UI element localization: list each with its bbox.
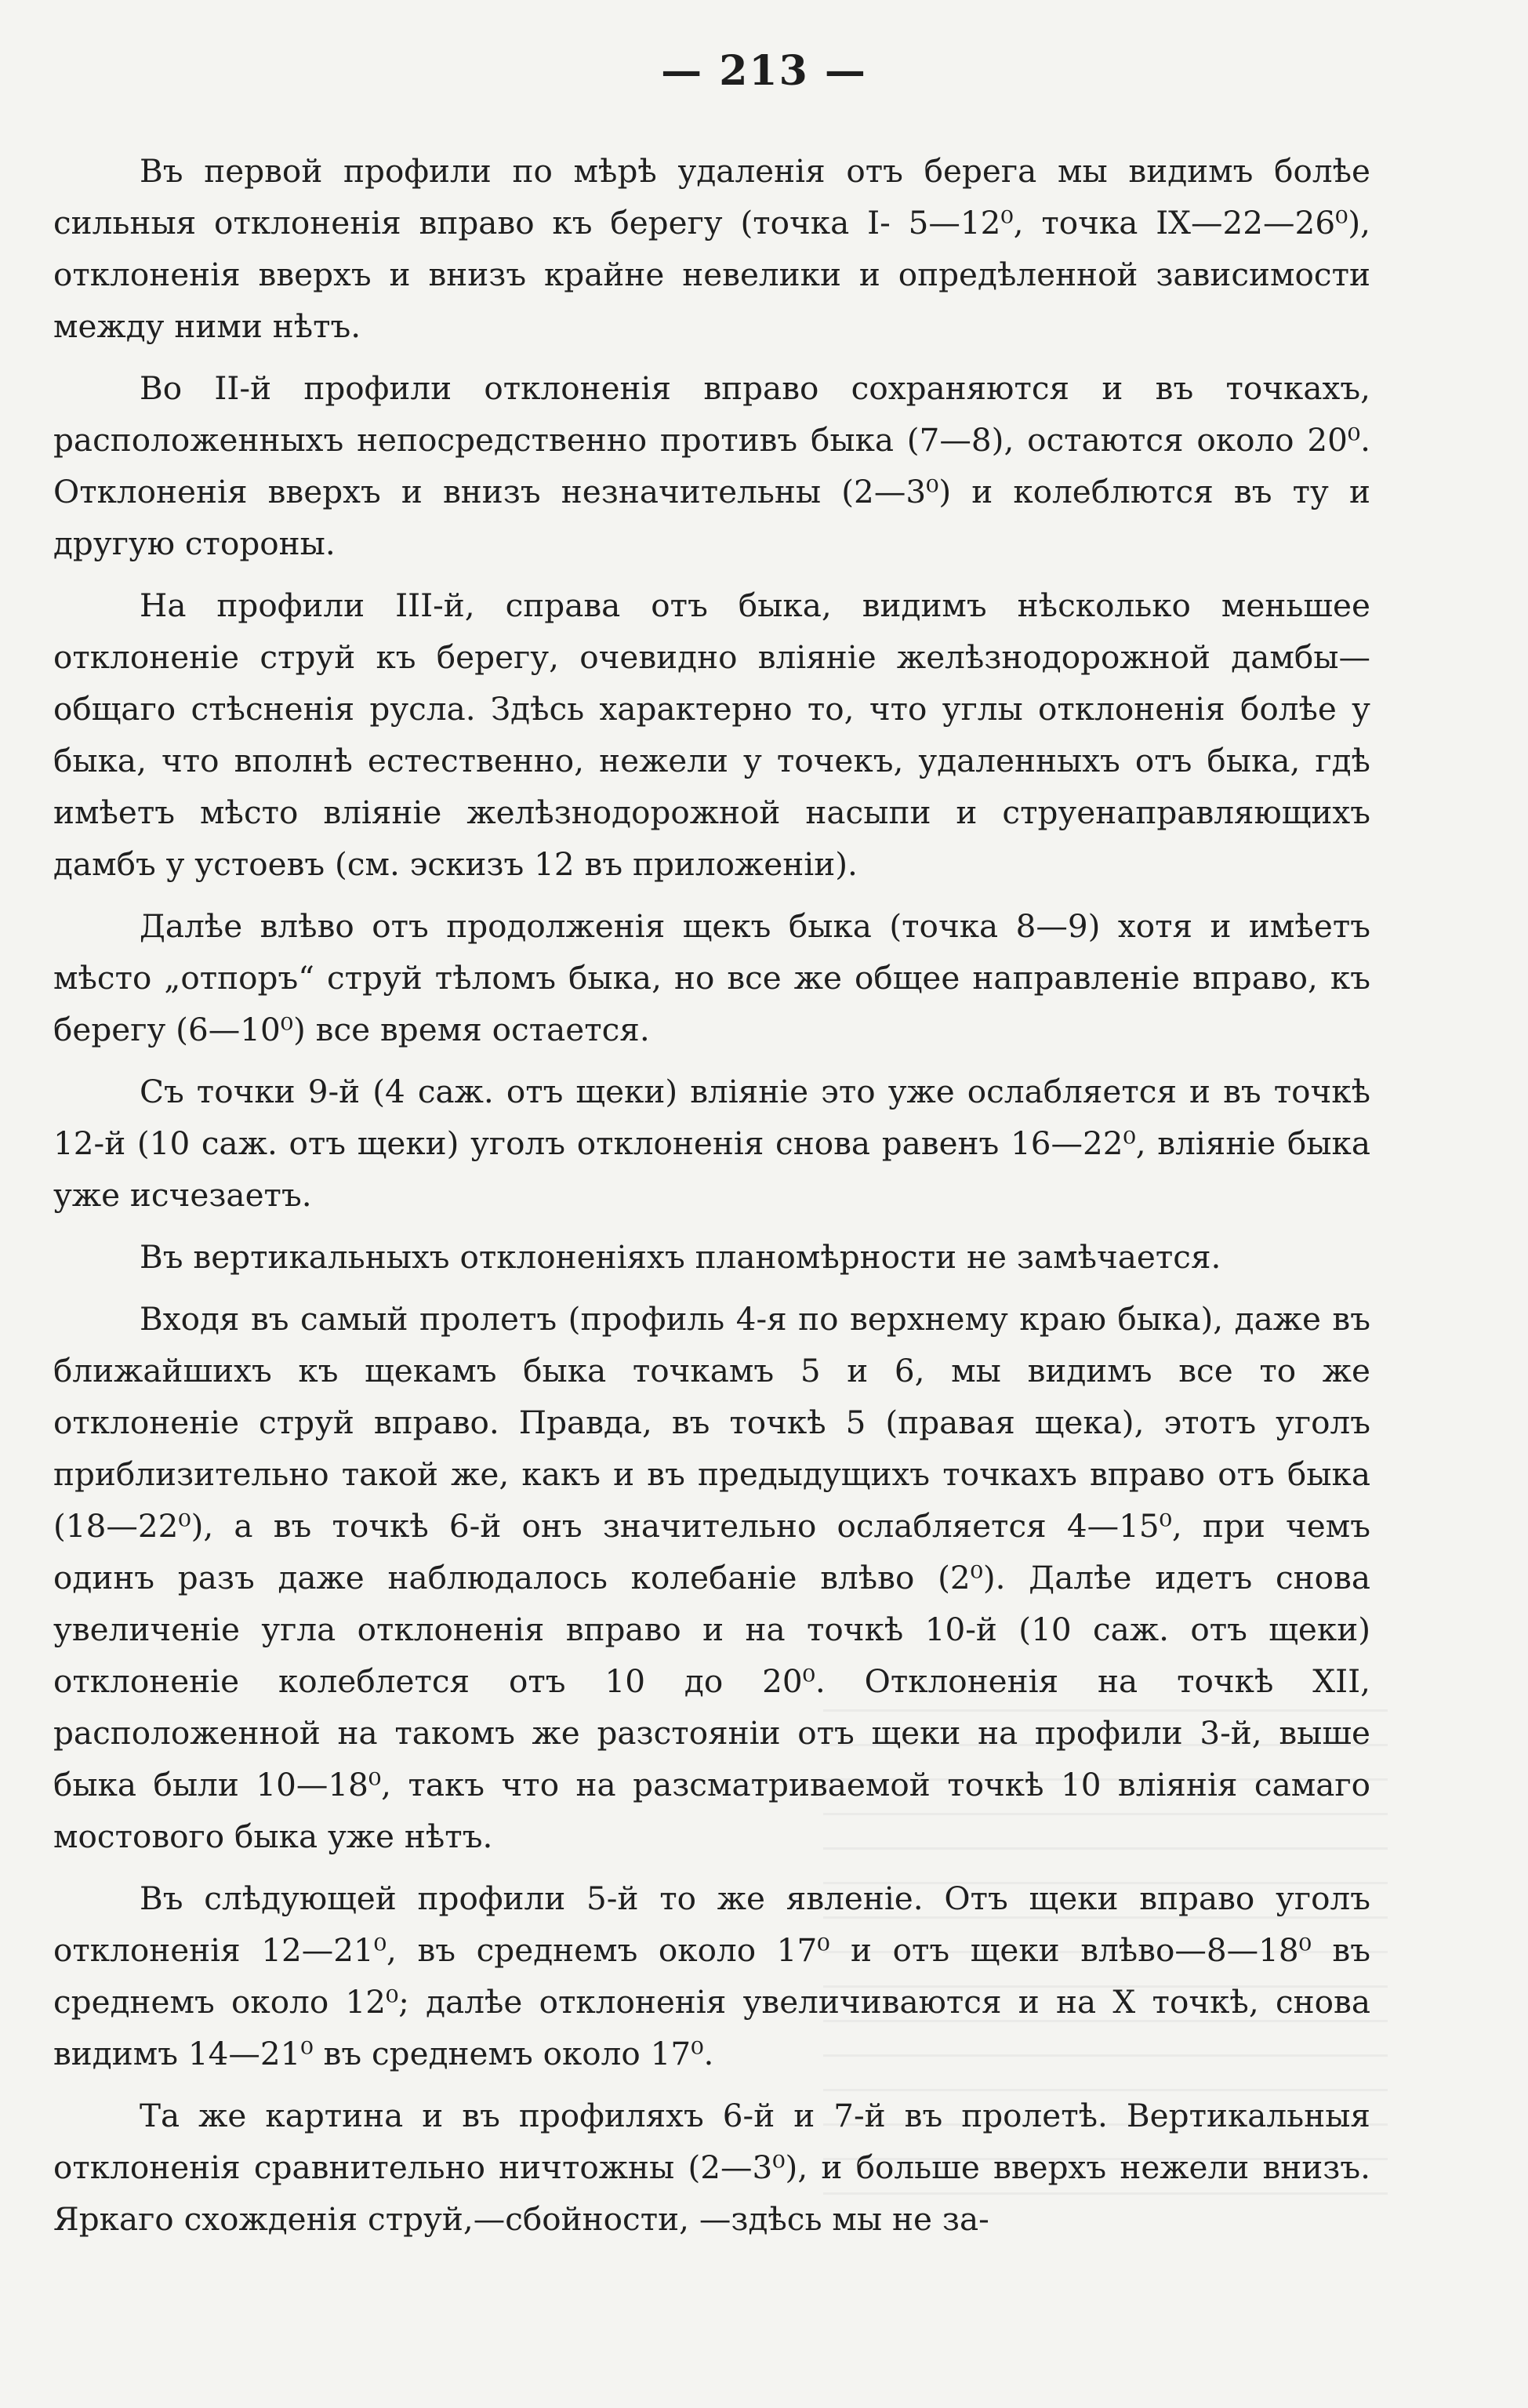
paragraph-8: Въ слѣдующей профили 5-й то же явленіе. Отъ щеки вправо уголъ отклоненія 12—21⁰, въ среднемъ около 17⁰ и отъ щеки влѣво—8—18⁰ въ среднемъ около 12⁰; далѣе отклоненія увеличиваются и на X точкѣ, снова видимъ 14—21⁰ въ среднемъ около 17⁰. (53, 1880, 1370, 2072)
paragraph-4: Далѣе влѣво отъ продолженія щекъ быка (точка 8—9) хотя и имѣетъ мѣсто „отпоръ“ струй тѣломъ быка, но все же общее направленіе вправо, къ берегу (6—10⁰) все время остается. (53, 907, 1370, 1048)
body-text (53, 145, 1370, 2255)
paragraph-5: Съ точки 9-й (4 саж. отъ щеки) вліяніе это уже ослабляется и въ точкѣ 12-й (10 саж. отъ щеки) уголъ отклоненія снова равенъ 16—22⁰, вліяніе быка уже исчезаетъ. (53, 1073, 1370, 1214)
paragraph-7: Входя въ самый пролетъ (профиль 4-я по верхнему краю быка), даже въ ближайшихъ къ щекамъ быка точкамъ 5 и 6, мы видимъ все то же отклоненіе струй вправо. Правда, въ точкѣ 5 (правая щека), этотъ уголъ приблизительно такой же, какъ и въ предыдущихъ точкахъ вправо отъ быка (18—22⁰), а въ точкѣ 6-й онъ значительно ослабляется 4—15⁰, при чемъ одинъ разъ даже наблюдалось колебаніе влѣво (2⁰). Далѣе идетъ снова увеличеніе угла отклоненія вправо и на точкѣ 10-й (10 саж. отъ щеки) отклоненіе колеблется отъ 10 до 20⁰. Отклоненія на точкѣ XII, расположенной на такомъ же разстояніи отъ щеки на профили 3-й, выше быка были 10—18⁰, такъ что на разсматриваемой точкѣ 10 вліянія самаго мостового быка уже нѣтъ. (53, 1300, 1370, 1855)
paragraph-1: Въ первой профили по мѣрѣ удаленія отъ берега мы видимъ болѣе сильныя отклоненія вправо къ берегу (точка I- 5—12⁰, точка IX—22—26⁰), отклоненія вверхъ и внизъ крайне невелики и опредѣленной зависимости между ними нѣтъ. (53, 152, 1370, 345)
paragraph-9: Та же картина и въ профиляхъ 6-й и 7-й въ пролетѣ. Вертикальныя отклоненія сравнительно ничтожны (2—3⁰), и больше вверхъ нежели внизъ. Яркаго схожденія струй,—сбойности, —здѣсь мы не за- (53, 2097, 1370, 2238)
paragraph-6: Въ вертикальныхъ отклоненіяхъ планомѣрности не замѣчается. (140, 1238, 1221, 1276)
paragraph-3: На профили III-й, справа отъ быка, видимъ нѣсколько меньшее отклоненіе струй къ берегу, очевидно вліяніе желѣзнодорожной дамбы—общаго стѣсненія русла. Здѣсь характерно то, что углы отклоненія болѣе у быка, что вполнѣ естественно, нежели у точекъ, удаленныхъ отъ быка, гдѣ имѣетъ мѣсто вліяніе желѣзнодорожной насыпи и струенаправляющихъ дамбъ у устоевъ (см. эскизъ 12 въ приложеніи). (53, 587, 1370, 883)
page-number: — 213 — (661, 47, 867, 95)
paragraph-2: Во II-й профили отклоненія вправо сохраняются и въ точкахъ, расположенныхъ непосредственно противъ быка (7—8), остаются около 20⁰. Отклоненія вверхъ и внизъ незначительны (2—3⁰) и колеблются въ ту и другую стороны. (53, 369, 1370, 562)
